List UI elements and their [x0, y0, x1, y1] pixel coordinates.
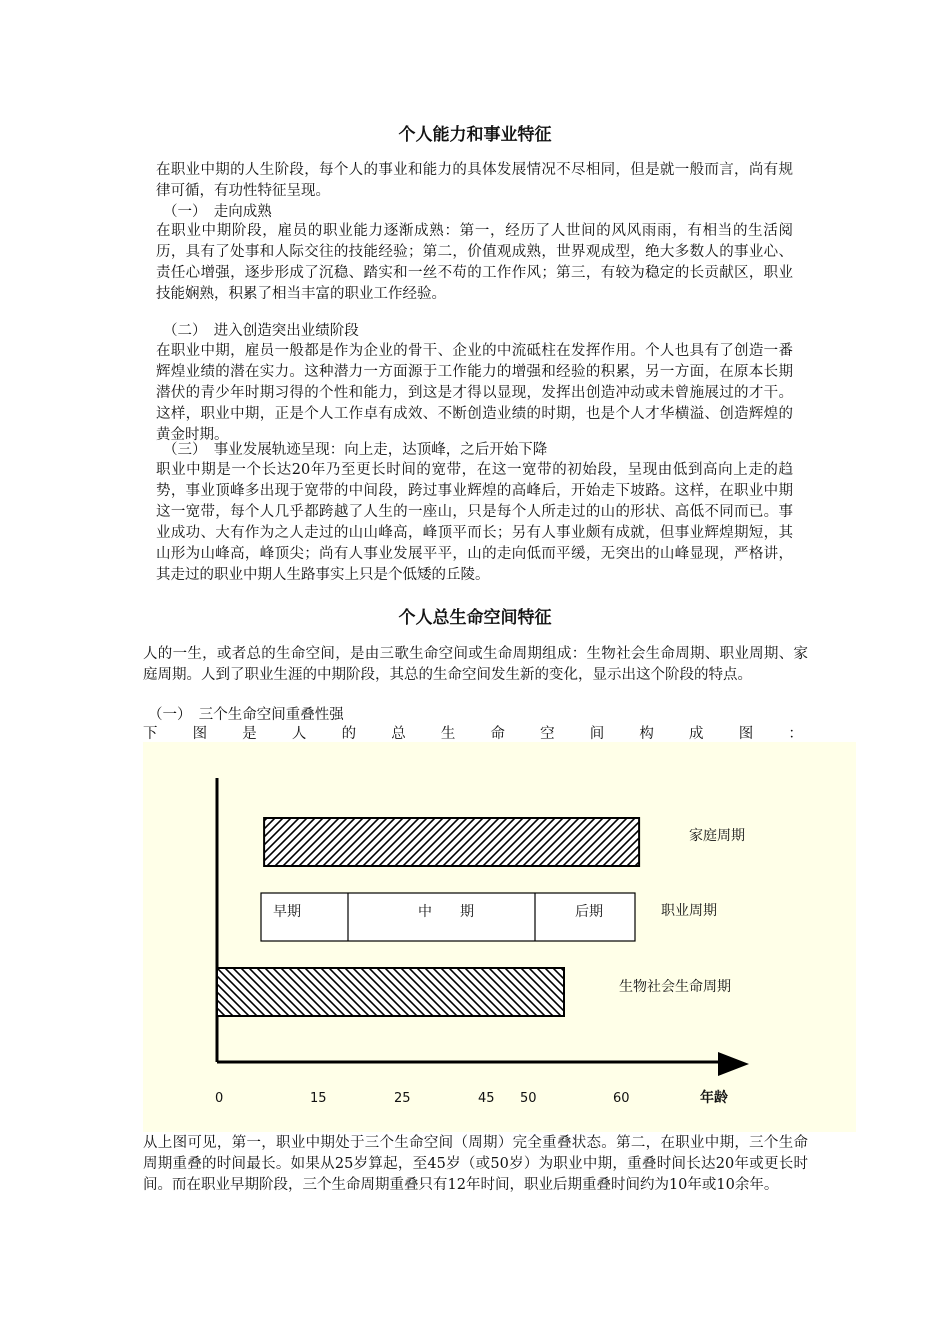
figure-intro-char: 图: [738, 726, 754, 742]
figure-intro-char: 空: [540, 726, 555, 742]
x-tick-label: 50: [520, 1091, 537, 1106]
figure-intro-char: 人: [291, 726, 307, 742]
item2-text: 在职业中期，雇员一般都是作为企业的骨干、企业的中流砥柱在发挥作用。个人也具有了创造一番辉煌业绩的潜在实力。这种潜力一方面源于工作能力的增强和经验的积累，另一方面，在原本长期潜伏的青少年时期习得的个性和能力，到这是才得以显现，发挥出创造冲动或未曾施展过的才干。这样，职业中期，正是个人工作卓有成效、不断创造业绩的时期，也是个人才华横溢、创造辉煌的黄金时期。: [156, 343, 793, 443]
section2-title: 个人总生命空间特征: [398, 608, 552, 628]
figure-intro-char: 图: [192, 726, 208, 742]
career-cycle-label: 职业周期: [661, 903, 717, 919]
figure-intro-char: 的: [341, 726, 357, 742]
item2-heading: （二） 进入创造突出业绩阶段: [163, 323, 359, 339]
bio-social-cycle-bar: [217, 968, 564, 1016]
item1-text: 在职业中期阶段，雇员的职业能力逐渐成熟：第一，经历了人世间的风风雨雨，有相当的生活阅历，具有了处事和人际交往的技能经验；第二，价值观成熟，世界观成型，绝大多数人的事业心、责任心增强，逐步形成了沉稳、踏实和一丝不苟的工作作风；第三，有较为稳定的长贡献区，职业技能娴熟，积累了相当丰富的职业工作经验。: [156, 223, 793, 302]
figure-intro-char: 下: [143, 726, 158, 742]
section2-intro: 人的一生，或者总的生命空间，是由三歌生命空间或生命周期组成：生物社会生命周期、职业周期、家庭周期。人到了职业生涯的中期阶段，其总的生命空间发生新的变化，显示出这个阶段的特点。: [143, 646, 808, 683]
section1-intro: 在职业中期的人生阶段，每个人的事业和能力的具体发展情况不尽相同，但是就一般而言，尚有规律可循，有功性特征呈现。: [156, 162, 793, 199]
family-cycle-bar: [264, 818, 639, 866]
item3-text: 职业中期是一个长达20年乃至更长时间的宽带，在这一宽带的初始段，呈现由低到高向上走的趋势，事业顶峰多出现于宽带的中间段，跨过事业辉煌的高峰后，开始走下坡路。这样，在职业中期这一宽带，每个人几乎都跨越了人生的一座山，只是每个人所走过的山的形状、高低不同而已。事业成功、大有作为之人走过的山山峰高，峰顶平而长；另有人事业颇有成就，但事业辉煌期短，其山形为山峰高，峰顶尖；尚有人事业发展平平，山的走向低而平缓，无突出的山峰显现，严格讲，其走过的职业中期人生路事实上只是个低矮的丘陵。: [156, 462, 793, 583]
life-space-svg: [143, 742, 856, 1132]
section2-item1-heading: （一） 三个生命空间重叠性强: [148, 707, 344, 723]
x-tick-label: 45: [478, 1091, 495, 1106]
conclusion-text: 从上图可见，第一，职业中期处于三个生命空间（周期）完全重叠状态。第二，在职业中期，三个生命周期重叠的时间最长。如果从25岁算起，至45岁（或50岁）为职业中期，重叠时间长达20年或更长时间。而在职业早期阶段，三个生命周期重叠只有12年时间，职业后期重叠时间约为10年或10余年。: [143, 1135, 808, 1193]
item3-heading: （三） 事业发展轨迹呈现：向上走，达顶峰，之后开始下降: [163, 442, 548, 458]
figure-intro-char: ：: [788, 726, 803, 742]
item1-heading: （一） 走向成熟: [163, 204, 272, 220]
figure-intro-char: 成: [689, 726, 704, 742]
figure-intro-char: 是: [242, 726, 257, 742]
bio-social-cycle-label: 生物社会生命周期: [619, 979, 731, 995]
figure-intro-char: 间: [589, 726, 605, 742]
x-tick-label: 15: [310, 1091, 327, 1106]
family-cycle-label: 家庭周期: [689, 828, 745, 844]
x-tick-label: 60: [613, 1091, 630, 1106]
x-tick-label: 0: [215, 1091, 224, 1106]
x-axis-label: 年龄: [700, 1090, 728, 1106]
figure-intro-char: 命: [490, 726, 505, 742]
x-tick-label: 25: [394, 1091, 411, 1106]
figure-intro-char: 总: [391, 726, 406, 742]
figure-intro-char: 生: [440, 726, 456, 742]
axis-arrow-icon: [718, 1052, 749, 1076]
section1-title: 个人能力和事业特征: [398, 125, 552, 145]
figure-intro-char: 构: [639, 726, 654, 742]
career-segment-label: 中 期: [418, 904, 474, 920]
career-segment-label: 早期: [273, 904, 301, 920]
career-segment-label: 后期: [575, 904, 603, 920]
life-space-diagram: [143, 742, 856, 1132]
